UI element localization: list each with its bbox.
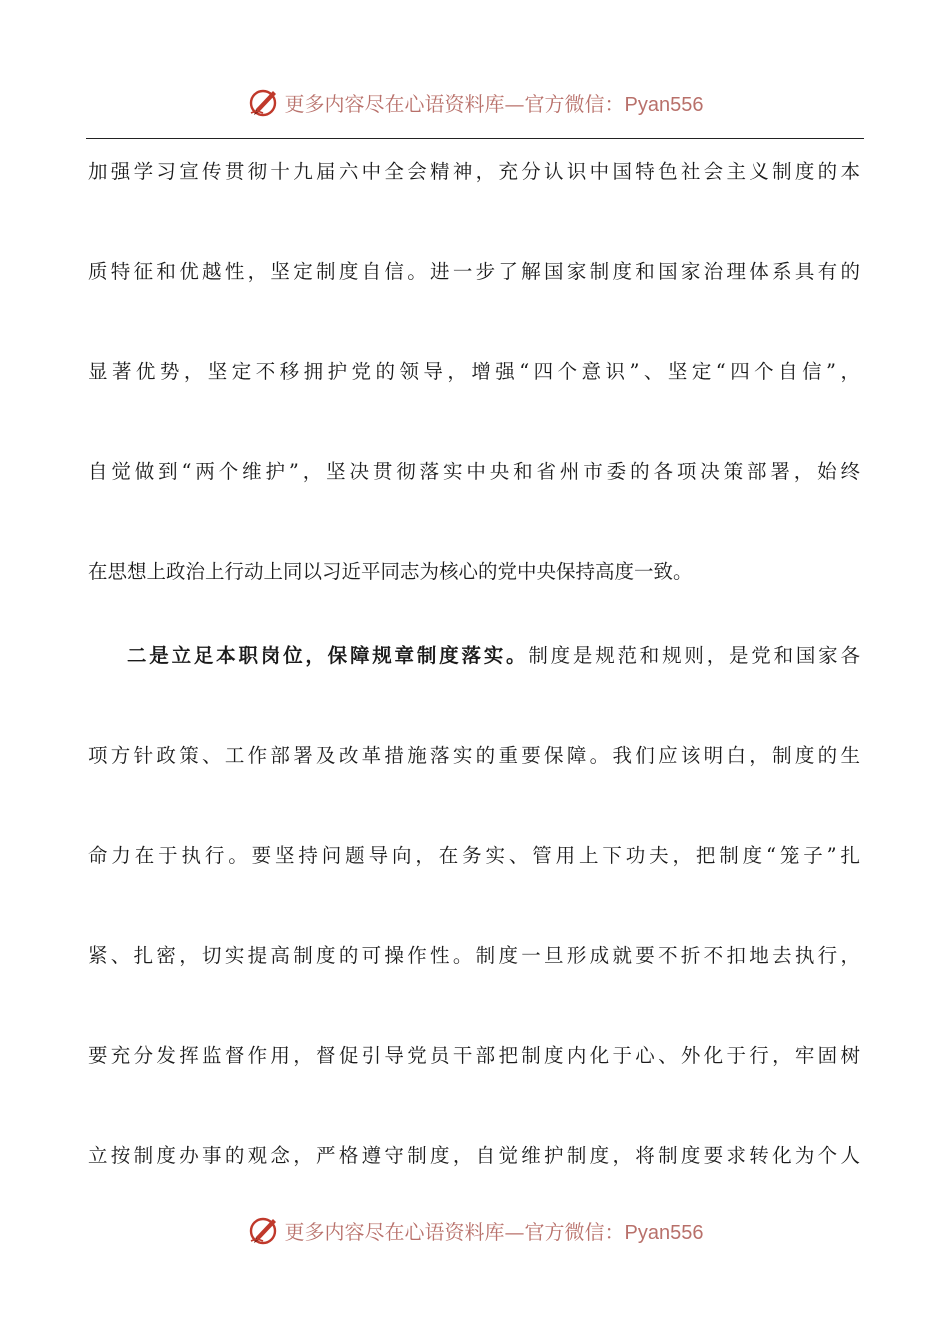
text-line: 质特征和优越性，坚定制度自信。进一步了解国家制度和国家治理体系具有的 xyxy=(88,260,860,283)
paragraph-heading-line xyxy=(88,632,860,732)
banner-text xyxy=(285,1216,704,1245)
pen-logo-icon xyxy=(247,85,281,119)
footer-banner xyxy=(0,1208,950,1252)
banner-text xyxy=(285,88,704,117)
text-line: 自觉做到“两个维护”，坚决贯彻落实中央和省州市委的各项决策部署，始终 xyxy=(88,460,860,483)
text-line: 在思想上政治上行动上同以习近平同志为核心的党中央保持高度一致。 xyxy=(88,560,693,583)
text-line: 加强学习宣传贯彻十九届六中全会精神，充分认识中国特色社会主义制度的本 xyxy=(88,160,860,183)
pen-logo-icon xyxy=(247,1213,281,1247)
text-line: 立按制度办事的观念，严格遵守制度，自觉维护制度，将制度要求转化为个人 xyxy=(88,1144,860,1167)
paragraph-heading: 二是立足本职岗位，保障规章制度落实。 xyxy=(127,644,529,667)
document-body xyxy=(88,148,860,1232)
text-line: 命力在于执行。要坚持问题导向，在务实、管用上下功夫，把制度“笼子”扎 xyxy=(88,844,860,867)
banner-main-text: 更多内容尽在心语资料库—官方微信： xyxy=(284,1219,625,1244)
text-line: 要充分发挥监督作用，督促引导党员干部把制度内化于心、外化于行，牢固树 xyxy=(88,1044,860,1067)
banner-wechat-id: Pyan556 xyxy=(624,93,704,116)
header-banner xyxy=(0,80,950,124)
header-divider xyxy=(86,138,864,139)
text-line: 显著优势，坚定不移拥护党的领导，增强“四个意识”、坚定“四个自信”， xyxy=(88,360,860,383)
paragraph-text: 制度是规范和规则，是党和国家各 xyxy=(528,644,860,667)
text-line: 项方针政策、工作部署及改革措施落实的重要保障。我们应该明白，制度的生 xyxy=(88,744,860,767)
banner-wechat-id: Pyan556 xyxy=(624,1221,704,1244)
text-line: 紧、扎密，切实提高制度的可操作性。制度一旦形成就要不折不扣地去执行， xyxy=(88,944,860,967)
banner-main-text: 更多内容尽在心语资料库—官方微信： xyxy=(284,91,625,116)
